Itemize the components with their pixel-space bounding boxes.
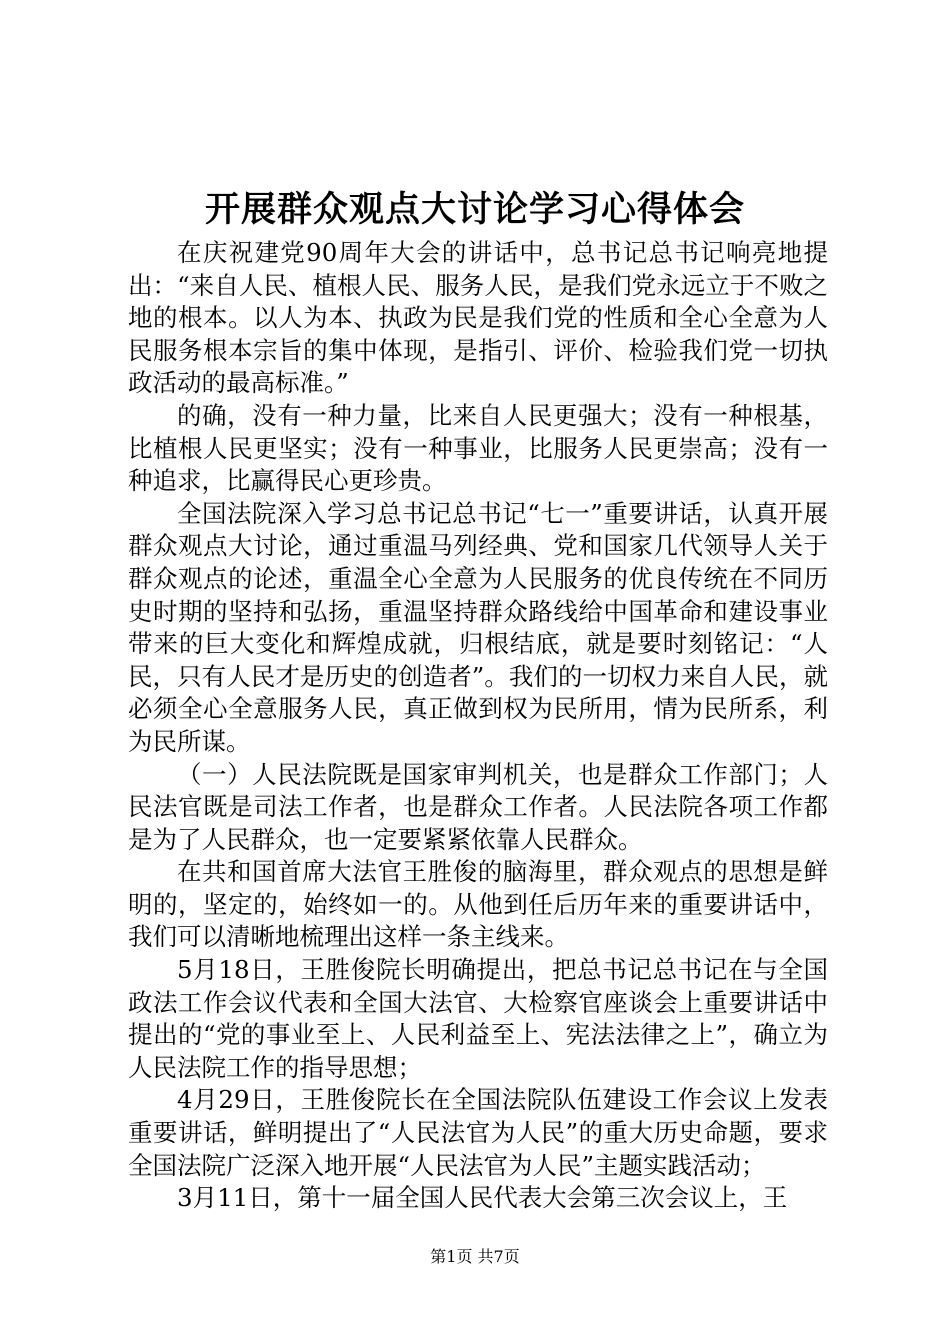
paragraph-4: （一）人民法院既是国家审判机关，也是群众工作部门；人民法官既是司法工作者，也是群众工作者。人民法院各项工作都是为了人民群众，也一定要紧紧依靠人民群众。 xyxy=(128,759,828,854)
paragraph-2: 的确，没有一种力量，比来自人民更强大；没有一种根基，比植根人民更坚实；没有一种事业，比服务人民更崇高；没有一种追求，比赢得民心更珍贵。 xyxy=(128,400,828,496)
paragraph-6: 5月18日，王胜俊院长明确提出，把总书记总书记在与全国政法工作会议代表和全国大法官、大检察官座谈会上重要讲话中提出的“党的事业至上、人民利益至上、宪法法律之上”，确立为人民法院工作的指导思想； xyxy=(128,955,828,1082)
paragraph-7: 4月29日，王胜俊院长在全国法院队伍建设工作会议上发表重要讲话，鲜明提出了“人民法官为人民”的重大历史命题，要求全国法院广泛深入地开展“人民法官为人民”主题实践活动； xyxy=(128,1085,828,1180)
paragraph-3: 全国法院深入学习总书记总书记“七一”重要讲话，认真开展群众观点大讨论，通过重温马列经典、党和国家几代领导人关于群众观点的论述，重温全心全意为人民服务的优良传统在不同历史时期的坚持和弘扬，重温坚持群众路线给中国革命和建设事业带来的巨大变化和辉煌成就，归根结底，就是要时刻铭记：“人民，只有人民才是历史的创造者”。我们的一切权力来自人民，就必须全心全意服务人民，真正做到权为民所用，情为民所系，利为民所谋。 xyxy=(128,498,828,756)
paragraph-5: 在共和国首席大法官王胜俊的脑海里，群众观点的思想是鲜明的，坚定的，始终如一的。从他到任后历年来的重要讲话中，我们可以清晰地梳理出这样一条主线来。 xyxy=(128,857,828,952)
page-number-footer: 第1页 共7页 xyxy=(430,1247,520,1266)
paragraph-1: 在庆祝建党90周年大会的讲话中，总书记总书记响亮地提出：“来自人民、植根人民、服务人民，是我们党永远立于不败之地的根本。以人为本、执政为民是我们党的性质和全心全意为人民服务根本宗旨的集中体现，是指引、评价、检验我们党一切执政活动的最高标准。” xyxy=(128,238,828,398)
document-title: 开展群众观点大讨论学习心得体会 xyxy=(204,189,745,230)
document-body xyxy=(128,237,828,1215)
paragraph-8: 3月11日，第十一届全国人民代表大会第三次会议上，王 xyxy=(177,1183,788,1213)
